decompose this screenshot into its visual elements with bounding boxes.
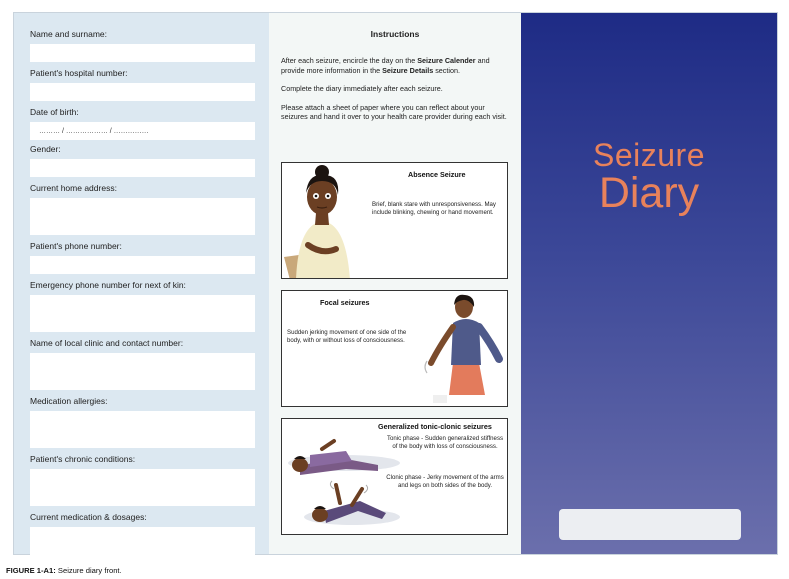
phone-input[interactable] [30,256,255,274]
field-label: Current medication & dosages: [30,512,147,522]
tonic-phase-text: Tonic phase - Sudden generalized stiffness of the body with loss of consciousness. [386,435,504,450]
gender-input[interactable] [30,159,255,177]
clinic-input[interactable] [30,353,255,390]
generalized-seizure-illustration [282,419,402,534]
dob-input[interactable]: ……… / ……………… / …………… [30,122,255,140]
field-label: Current home address: [30,183,117,193]
field-emergency-phone [30,280,255,332]
field-label: Gender: [30,144,61,154]
cover-name-box[interactable] [559,509,741,540]
instructions-paragraph-1: After each seizure, encircle the day on the Seizure Calender and provide more information in the Seizure Details section. [281,56,490,75]
generalized-seizures-card [281,418,508,535]
emergency-phone-input[interactable] [30,295,255,332]
chronic-conditions-input[interactable] [30,469,255,506]
field-dob [30,107,255,140]
field-label: Name and surname: [30,29,108,39]
generalized-seizures-title: Generalized tonic-clonic seizures [378,422,492,431]
cover-panel [521,13,777,554]
absence-seizure-text: Brief, blank stare with unresponsiveness. May include blinking, chewing or hand movement. [372,201,496,216]
field-label: Date of birth: [30,107,79,117]
focal-seizures-card [281,290,508,407]
field-gender [30,144,255,177]
instructions-panel [269,13,521,554]
hospital-number-input[interactable] [30,83,255,101]
allergies-input[interactable] [30,411,255,448]
cover-title-line-2: Diary [598,169,700,217]
absence-seizure-card [281,162,508,279]
field-chronic [30,454,255,506]
address-input[interactable] [30,198,255,235]
instructions-paragraph-3: Please attach a sheet of paper where you can reflect about your seizures and hand it over to your health care provider during each visit. [281,102,507,121]
clonic-phase-text: Clonic phase - Jerky movement of the arms and legs on both sides of the body. [386,474,504,489]
field-label: Medication allergies: [30,396,108,406]
figure-caption: FIGURE 1-A1: Seizure diary front. [6,566,122,575]
field-label: Emergency phone number for next of kin: [30,280,186,290]
field-label: Patient's phone number: [30,241,122,251]
cover-title-line-1: Seizure [593,137,705,173]
field-label: Name of local clinic and contact number: [30,338,184,348]
field-label: Patient's chronic conditions: [30,454,136,464]
field-phone [30,241,255,274]
instructions-paragraph-2: Complete the diary immediately after each seizure. [281,84,443,93]
field-clinic [30,338,255,390]
patient-details-panel [14,13,269,554]
name-input[interactable] [30,44,255,62]
focal-seizure-illustration [417,291,507,406]
field-hospital-number [30,68,255,101]
instructions-title: Instructions [370,29,420,39]
focal-seizures-text: Sudden jerking movement of one side of the body, with or without loss of consciousness. [287,329,407,344]
field-address [30,183,255,235]
field-name [30,29,255,62]
absence-seizure-illustration [282,163,392,279]
absence-seizure-title: Absence Seizure [408,170,466,179]
field-allergies [30,396,255,448]
field-label: Patient's hospital number: [30,68,128,78]
focal-seizures-title: Focal seizures [320,298,370,307]
